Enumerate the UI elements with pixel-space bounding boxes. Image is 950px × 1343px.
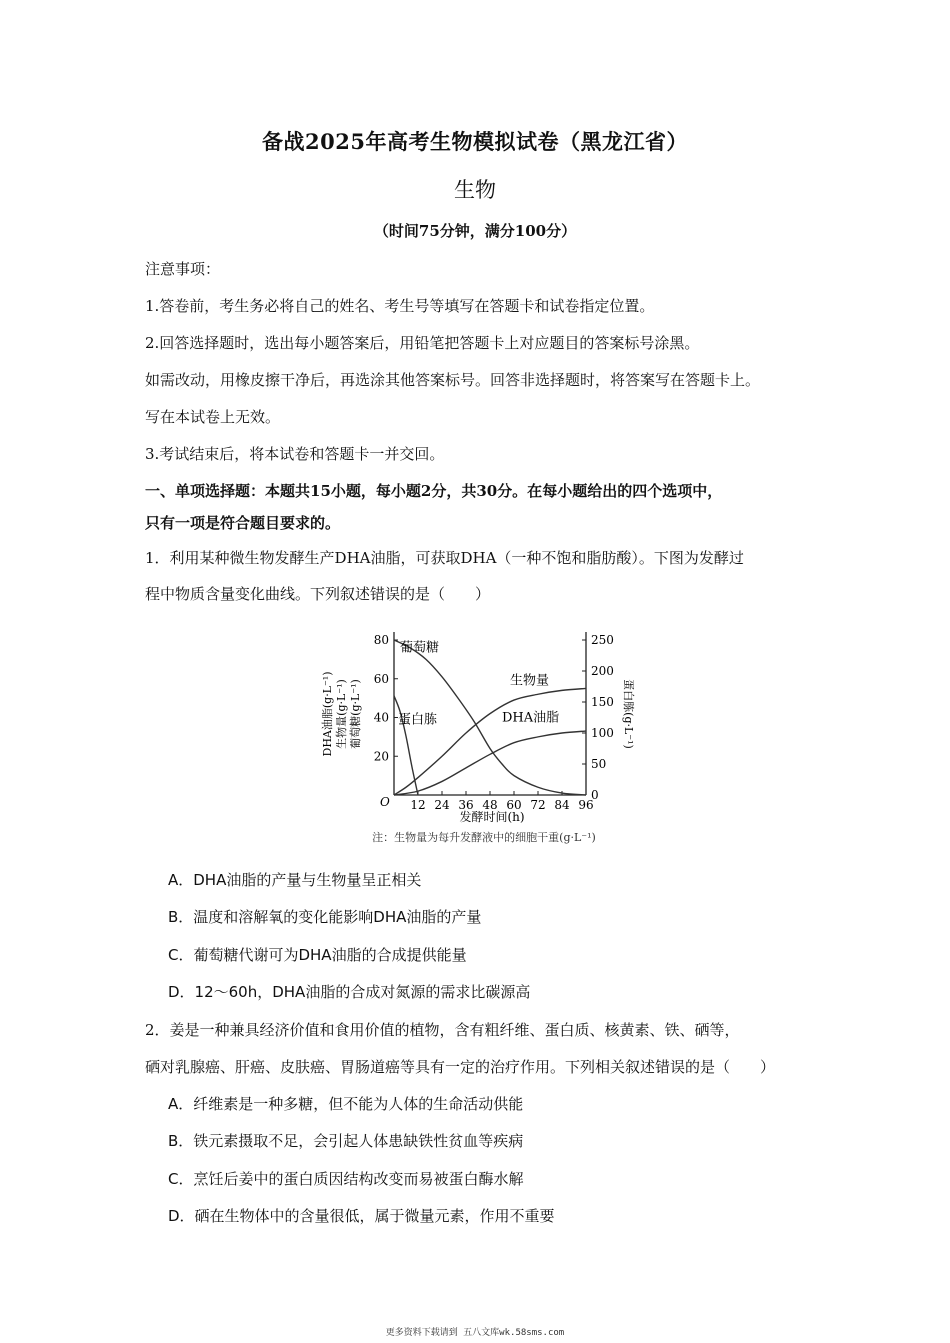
series-line-DHA油脂 — [394, 731, 586, 795]
y-left-title-3: 葡萄糖(g·L⁻¹) — [349, 679, 362, 749]
y-left-tick-label: 40 — [373, 710, 389, 725]
q1-stem-cont: 程中物质含量变化曲线。下列叙述错误的是（ ） — [145, 585, 491, 603]
section-heading: 一、单项选择题：本题共15小题，每小题2分，共30分。在每小题给出的四个选项中， — [145, 482, 723, 500]
notes-item: 3.考试结束后，将本试卷和答题卡一并交回。 — [145, 445, 445, 463]
chart-note: 注：生物量为每升发酵液中的细胞干重(g·L⁻¹) — [372, 831, 596, 844]
y-left-tick-label: 20 — [373, 749, 389, 764]
notes-item: 1.答卷前，考生务必将自己的姓名、考生号等填写在答题卡和试卷指定位置。 — [145, 297, 655, 315]
exam-title: 备战2025年高考生物模拟试卷（黑龙江省） — [262, 129, 688, 154]
x-tick-label: 36 — [458, 798, 474, 812]
x-tick-label: 48 — [482, 798, 498, 812]
q1-stem: 1．利用某种微生物发酵生产DHA油脂，可获取DHA（一种不饱和脂肪酸）。下图为发酵过 — [145, 549, 744, 567]
x-tick-label: 96 — [578, 798, 594, 812]
series-label: 蛋白胨 — [398, 712, 438, 728]
y-right-tick-label: 150 — [591, 695, 614, 709]
x-tick-label: 24 — [434, 798, 450, 812]
x-tick-label: 84 — [554, 798, 570, 812]
chart-svg — [312, 622, 642, 852]
series-label: 葡萄糖 — [400, 640, 440, 656]
section-heading-cont: 只有一项是符合题目要求的。 — [145, 514, 341, 532]
y-left-title-1: DHA油脂(g·L⁻¹) — [321, 671, 334, 757]
x-tick-label: 12 — [410, 798, 426, 812]
q2-option-d: D．硒在生物体中的含量很低，属于微量元素，作用不重要 — [168, 1207, 555, 1225]
x-tick-label: 60 — [506, 798, 522, 812]
notes-item: 2.回答选择题时，选出每小题答案后，用铅笔把答题卡上对应题目的答案标号涂黑。 — [145, 334, 700, 352]
q2-option-b: B．铁元素摄取不足，会引起人体患缺铁性贫血等疾病 — [168, 1132, 524, 1150]
q2-option-a: A．纤维素是一种多糖，但不能为人体的生命活动供能 — [168, 1095, 524, 1113]
x-axis-title: 发酵时间(h) — [459, 810, 525, 824]
origin-label: O — [380, 795, 390, 809]
x-tick-label: 72 — [530, 798, 546, 812]
footer-note: 更多资料下载请到 五八文库wk.58sms.com — [385, 1328, 565, 1338]
notes-item: 如需改动，用橡皮擦干净后，再选涂其他答案标号。回答非选择题时，将答案写在答题卡上。 — [145, 371, 761, 389]
q1-option-a: A．DHA油脂的产量与生物量呈正相关 — [168, 871, 422, 889]
series-line-生物量 — [394, 688, 586, 795]
q1-option-c: C．葡萄糖代谢可为DHA油脂的合成提供能量 — [168, 946, 467, 964]
notes-heading: 注意事项： — [145, 260, 221, 278]
y-left-tick-label: 80 — [373, 633, 389, 647]
q1-option-b: B．温度和溶解氧的变化能影响DHA油脂的产量 — [168, 908, 482, 926]
notes-item: 写在本试卷上无效。 — [145, 408, 281, 426]
series-label: DHA油脂 — [502, 710, 560, 726]
y-right-tick-label: 250 — [591, 633, 614, 647]
fermentation-chart — [312, 622, 642, 852]
y-right-title: 蛋白胨(g·L⁻¹) — [622, 679, 635, 749]
q2-stem-cont: 硒对乳腺癌、肝癌、皮肤癌、胃肠道癌等具有一定的治疗作用。下列相关叙述错误的是（ ） — [145, 1058, 776, 1076]
series-label: 生物量 — [510, 673, 550, 689]
q1-option-d: D．12～60h，DHA油脂的合成对氮源的需求比碳源高 — [168, 983, 531, 1001]
y-right-tick-label: 50 — [591, 757, 607, 771]
y-right-tick-label: 200 — [591, 664, 614, 678]
y-left-tick-label: 60 — [373, 671, 389, 686]
subject-title: 生物 — [454, 178, 496, 202]
y-left-title-2: 生物量(g·L⁻¹) — [335, 679, 348, 749]
y-right-tick-label: 0 — [591, 788, 599, 802]
time-info: （时间75分钟，满分100分） — [373, 222, 577, 240]
y-right-tick-label: 100 — [591, 726, 614, 740]
q2-stem: 2．姜是一种兼具经济价值和食用价值的植物，含有粗纤维、蛋白质、核黄素、铁、硒等， — [145, 1021, 740, 1039]
q2-option-c: C．烹饪后姜中的蛋白质因结构改变而易被蛋白酶水解 — [168, 1170, 524, 1188]
